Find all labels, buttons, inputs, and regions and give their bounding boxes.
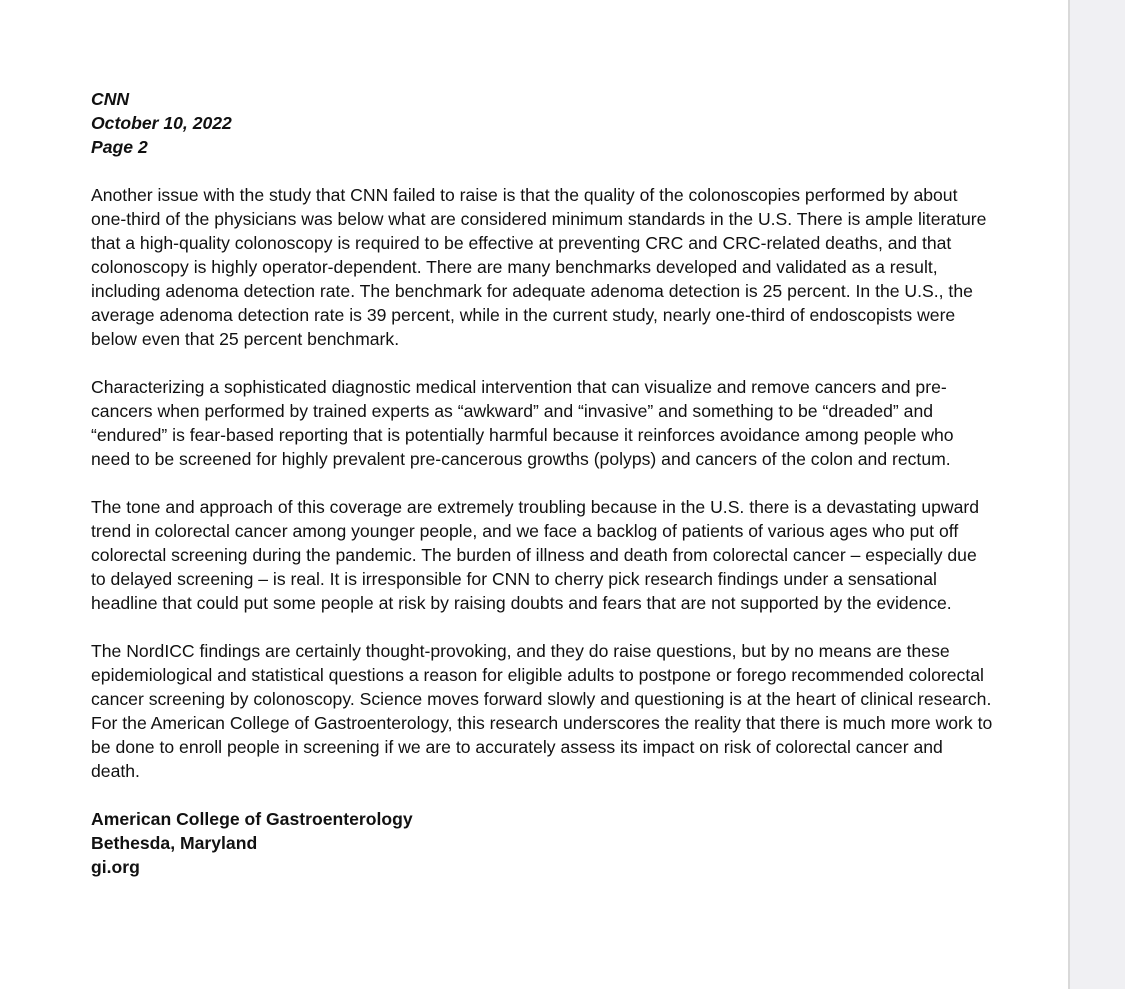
vertical-scrollbar[interactable]: [1106, 0, 1125, 989]
signature-website: gi.org: [91, 857, 140, 877]
signature-block: [91, 807, 996, 879]
letter-body: [91, 87, 996, 879]
letter-date: October 10, 2022: [91, 113, 232, 133]
paragraph-nordicc-findings: The NordICC findings are certainly thought-provoking, and they do raise questions, but by no means are these epidemiological and statistical questions a reason for eligible adults to postpone or forego recommended colorectal cancer screening by colonoscopy. Science moves forward slowly and questioning is at the heart of clinical research. For the American College of Gastroenterology, this research underscores the reality that there is much more work to be done to enroll people in screening if we are to accurately assess its impact on risk of colorectal cancer and death.: [91, 641, 993, 781]
signature-location: Bethesda, Maryland: [91, 833, 258, 853]
page-number: Page 2: [91, 137, 148, 157]
viewer-gutter: [1070, 0, 1106, 989]
recipient-name: CNN: [91, 89, 130, 109]
letter-header: [91, 87, 996, 159]
signature-organization: American College of Gastroenterology: [91, 809, 413, 829]
paragraph-fear-based-reporting: Characterizing a sophisticated diagnostic medical intervention that can visualize and remove cancers and pre-cancers when performed by trained experts as “awkward” and “invasive” and something to be “dreaded” and “endured” is fear-based reporting that is potentially harmful because it reinforces avoidance among people who need to be screened for highly prevalent pre-cancerous growths (polyps) and cancers of the colon and rectum.: [91, 377, 954, 469]
paragraph-coverage-tone: The tone and approach of this coverage are extremely troubling because in the U.S. there is a devastating upward trend in colorectal cancer among younger people, and we face a backlog of patients of various ages who put off colorectal screening during the pandemic. The burden of illness and death from colorectal cancer – especially due to delayed screening – is real. It is irresponsible for CNN to cherry pick research findings under a sensational headline that could put some people at risk by raising doubts and fears that are not supported by the evidence.: [91, 497, 980, 613]
paragraph-study-quality: Another issue with the study that CNN failed to raise is that the quality of the colonoscopies performed by about one-third of the physicians was below what are considered minimum standards in the U.S. There is ample literature that a high-quality colonoscopy is required to be effective at preventing CRC and CRC-related deaths, and that colonoscopy is highly operator-dependent. There are many benchmarks developed and validated as a result, including adenoma detection rate. The benchmark for adequate adenoma detection is 25 percent. In the U.S., the average adenoma detection rate is 39 percent, while in the current study, nearly one-third of endoscopists were below even that 25 percent benchmark.: [91, 185, 987, 349]
